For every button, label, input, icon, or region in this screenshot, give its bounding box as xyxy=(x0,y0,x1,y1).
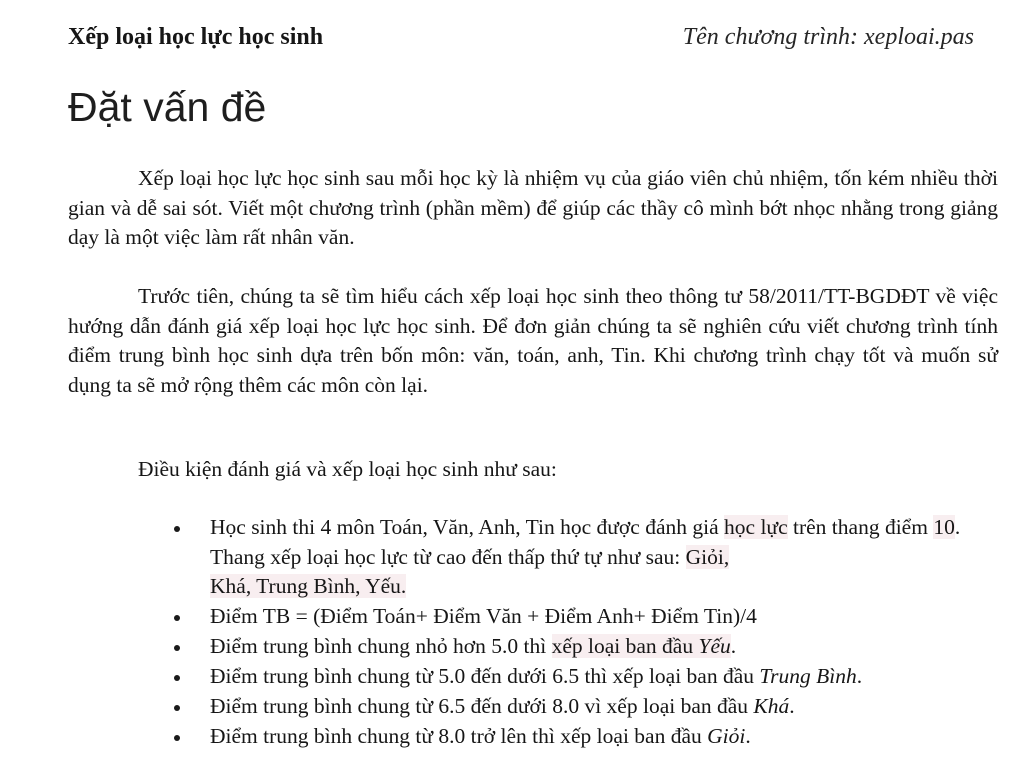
paragraph-intro xyxy=(68,164,998,253)
grade-label: Yếu xyxy=(698,634,731,658)
paragraph-regulation xyxy=(68,282,998,400)
bullet-text: . xyxy=(745,724,751,748)
page-header xyxy=(68,22,974,56)
conditions-list xyxy=(210,513,1000,752)
highlighted-text: Giỏi, xyxy=(685,544,730,569)
bullet-text: Điểm trung bình chung từ 5.0 đến dưới 6.5 thì xếp loại ban đầu xyxy=(210,664,760,688)
bullet-text: . xyxy=(789,694,795,718)
section-title: Đặt vấn đề xyxy=(68,84,267,130)
highlighted-text: học lực xyxy=(724,515,788,539)
bullet-icon xyxy=(174,615,180,621)
list-item xyxy=(210,662,1000,692)
paragraph-conditions xyxy=(68,455,998,485)
bullet-text: . xyxy=(730,634,737,658)
grade-label: Khá xyxy=(753,694,790,718)
bullet-text: Điểm trung bình chung từ 8.0 trở lên thì xếp loại ban đầu xyxy=(210,724,708,748)
paragraph-intro-text: Xếp loại học lực học sinh sau mỗi học kỳ là nhiệm vụ của giáo viên chủ nhiệm, tốn kém nhiều thời gian và dễ sai sót. Viết một chương trình (phần mềm) để giúp các thầy cô mình bớt nhọc nhằng trong giảng dạy là một việc làm rất nhân văn. xyxy=(68,166,998,249)
highlighted-text: Khá, Trung Bình, Yếu. xyxy=(210,574,407,598)
list-item xyxy=(210,513,1000,602)
program-name: Tên chương trình: xeploai.pas xyxy=(682,24,974,50)
bullet-text: Điểm trung bình chung từ 6.5 đến dưới 8.0 vì xếp loại ban đầu xyxy=(210,694,754,718)
grade-label: Giỏi xyxy=(707,724,746,748)
highlighted-label: xếp loại ban đầu xyxy=(551,634,699,658)
list-item xyxy=(210,602,1000,632)
bullet-text: Điểm trung bình chung nhỏ hơn 5.0 thì xyxy=(210,634,552,658)
highlighted-text xyxy=(552,634,731,658)
grade-label: Trung Bình xyxy=(759,664,857,688)
bullet-icon xyxy=(174,645,180,651)
paragraph-regulation-text: Trước tiên, chúng ta sẽ tìm hiểu cách xếp loại học sinh theo thông tư 58/2011/TT-BGDĐT về việc hướng dẫn đánh giá xếp loại học lực học sinh. Để đơn giản chúng ta sẽ nghiên cứu viết chương trình tính điểm trung bình học sinh dựa trên bốn môn: văn, toán, anh, Tin. Khi chương trình chạy tốt và muốn sử dụng ta sẽ mở rộng thêm các môn còn lại. xyxy=(68,284,998,397)
list-item xyxy=(210,632,1000,662)
bullet-text: Điểm TB = (Điểm Toán+ Điểm Văn + Điểm Anh+ Điểm Tin)/4 xyxy=(210,604,757,628)
paragraph-conditions-text: Điều kiện đánh giá và xếp loại học sinh như sau: xyxy=(138,457,557,481)
bullet-text: trên thang điểm xyxy=(787,515,934,539)
bullet-icon xyxy=(174,526,180,532)
bullet-text: . Thang xếp loại học lực từ cao đến thấp thứ tự như sau: xyxy=(210,515,961,569)
bullet-icon xyxy=(174,705,180,711)
header-title: Xếp loại học lực học sinh xyxy=(68,24,324,50)
bullet-text: . xyxy=(856,664,863,688)
list-item xyxy=(210,692,1000,722)
list-item xyxy=(210,722,1000,752)
bullet-icon xyxy=(174,675,180,681)
bullet-icon xyxy=(174,735,180,741)
highlighted-text: 10 xyxy=(933,515,955,539)
bullet-text: Học sinh thi 4 môn Toán, Văn, Anh, Tin học được đánh giá xyxy=(210,515,725,539)
